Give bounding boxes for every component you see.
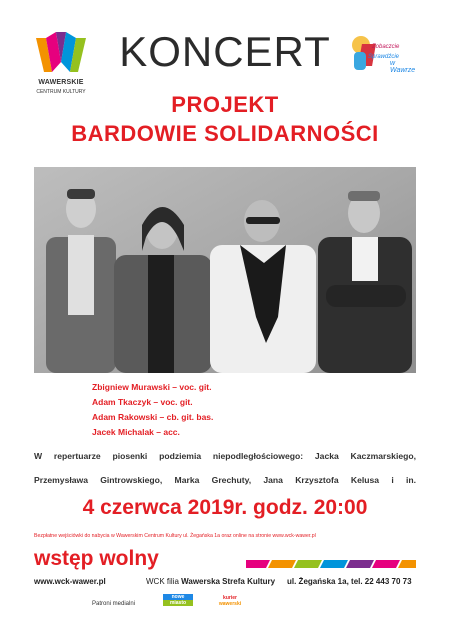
partner-logo (350, 34, 422, 82)
patron-logo-nowe-miasto (163, 594, 193, 606)
patron1-bottom: miasto (163, 600, 193, 606)
website-link[interactable]: www.wck-wawer.pl (34, 577, 106, 586)
free-entry-label: wstęp wolny (34, 547, 159, 570)
page-title: KONCERT (119, 28, 331, 75)
patron-logo-kurier-wawerski (212, 595, 248, 607)
branch-info (146, 577, 275, 586)
band-member: Adam Rakowski – cb. git. bas. (92, 412, 214, 422)
wck-logo-name: WAWERSKIE (38, 79, 84, 86)
figure-icon (354, 52, 366, 70)
repertoire-line2: Przemysława Gintrowskiego, Marka Grechuty, Jana Krzysztofa Kelusa i in. (34, 475, 416, 485)
address-phone: ul. Żegańska 1a, tel. 22 443 70 73 (287, 577, 412, 586)
band-photo (34, 167, 416, 373)
patron1-top: nowe (163, 594, 193, 600)
event-title-line2: BARDOWIE SOLIDARNOŚCI (71, 121, 379, 146)
band-member: Zbigniew Murawski – voc. git. (92, 382, 212, 392)
wck-logo-subtitle: CENTRUM KULTURY (36, 89, 86, 95)
branch-prefix: WCK filia (146, 577, 182, 586)
event-title-line1: PROJEKT (171, 92, 279, 117)
band-member: Jacek Michalak – acc. (92, 427, 180, 437)
repertoire-line1: W repertuarze piosenki podziemia niepodległościowego: Jacka Kaczmarskiego, (34, 451, 416, 461)
partner-logo-line2: Sprawdźcie (368, 54, 400, 60)
patron2-bottom: wawerski (218, 601, 242, 607)
partner-logo-line1: Zobaczcie (372, 44, 400, 50)
band-photo-image (34, 167, 416, 373)
band-member: Adam Tkaczyk – voc. git. (92, 397, 193, 407)
decorative-stripe (246, 560, 416, 568)
media-patrons-label: Patroni medialni (92, 601, 136, 607)
band-members-list (92, 380, 342, 440)
branch-name: Wawerska Strefa Kultury (181, 577, 276, 586)
event-date: 4 czerwca 2019r. godz. 20:00 (82, 496, 368, 519)
wck-logo-icon (36, 32, 86, 78)
tickets-note: Bezpłatne wejściówki do nabycia w Wawerskim Centrum Kultury ul. Żegańska 1a oraz online na stronie www.wck-wawer.pl (34, 533, 316, 539)
partner-logo-line3: w Wawrze (390, 60, 416, 74)
patron2-top: kurier (223, 595, 237, 601)
